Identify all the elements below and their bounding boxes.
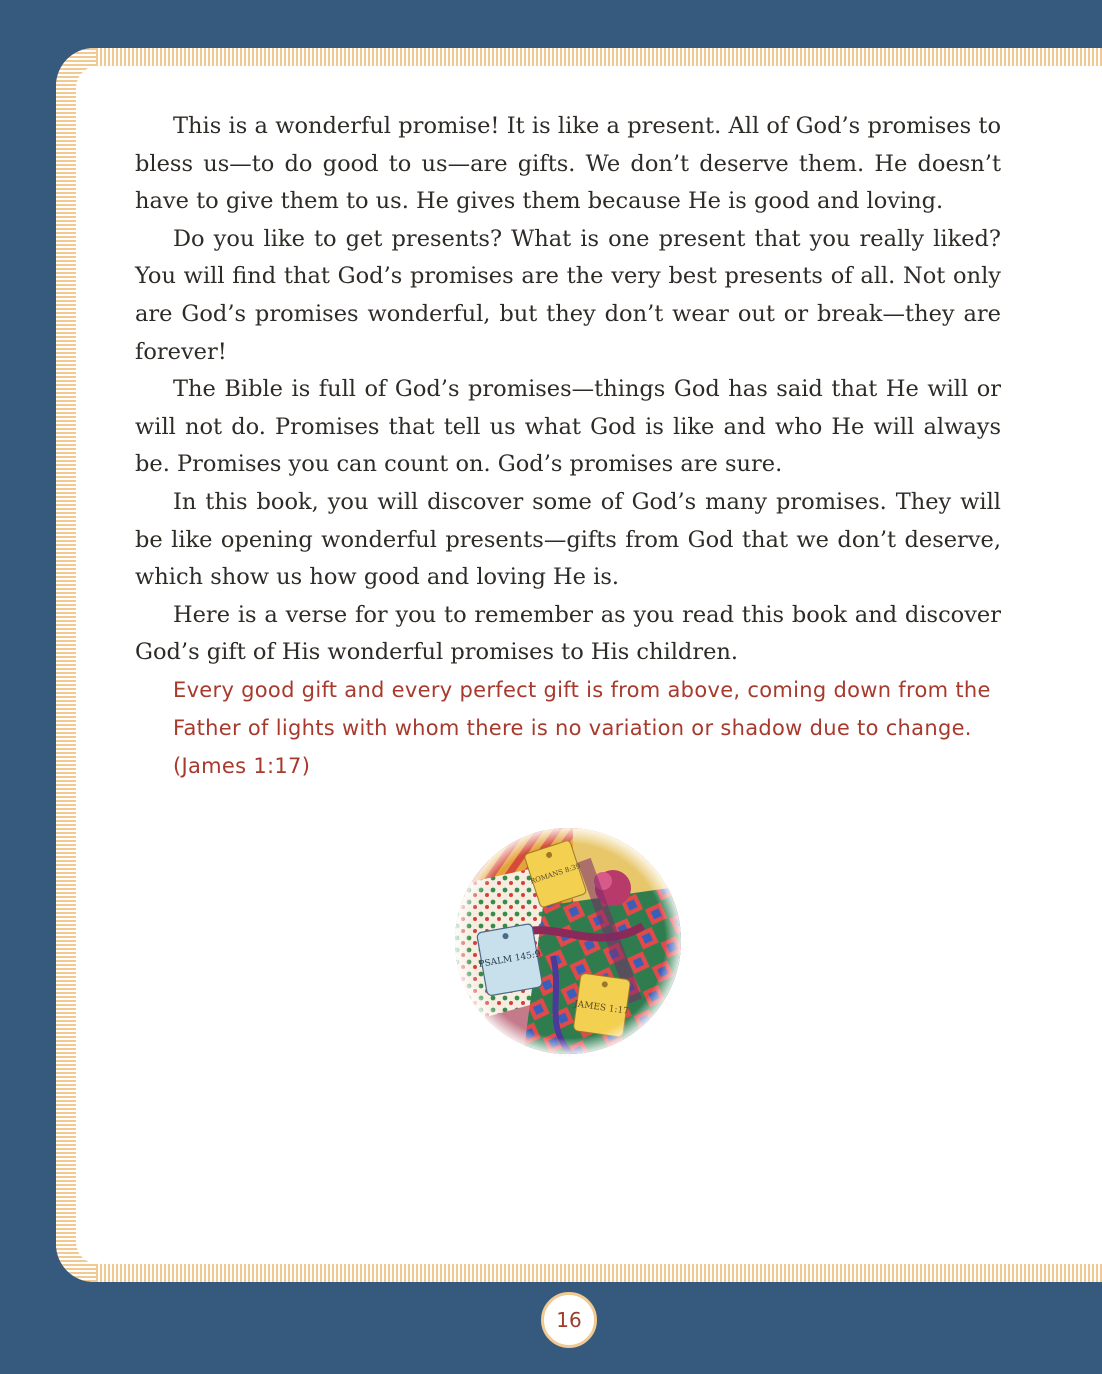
paragraph-3: The Bible is full of God’s promises—things God has said that He will or will not do. Promises that tell us what God is like and who He will always be. Promises you can count on. God’s promises are sure.: [135, 376, 1001, 478]
paragraph-5: Here is a verse for you to remember as you read this book and discover God’s gift of His wonderful promises to His children.: [135, 601, 1001, 666]
bible-verse: Every good gift and every perfect gift is from above, coming down from the Father of lights with whom there is no variation or shadow due to change. (James 1:17): [173, 678, 991, 778]
paragraph-2: Do you like to get presents? What is one present that you really liked? You will find that God’s promises are the very best presents of all. Not only are God’s promises wonderful, but they don’t wear out or break—they are forever!: [135, 225, 1001, 365]
paragraph-4: In this book, you will discover some of God’s many promises. They will be like opening wonderful presents—gifts from God that we don’t deserve, which show us how good and loving He is.: [135, 488, 1001, 591]
body-text: [135, 108, 1001, 672]
paragraph-1: This is a wonderful promise! It is like a present. All of God’s promises to bless us—to do good to us—are gifts. We don’t deserve them. He doesn’t have to give them to us. He gives them because He is good and loving.: [135, 113, 1001, 215]
page-number: 16: [541, 1292, 597, 1348]
gift-illustration: [453, 826, 683, 1056]
